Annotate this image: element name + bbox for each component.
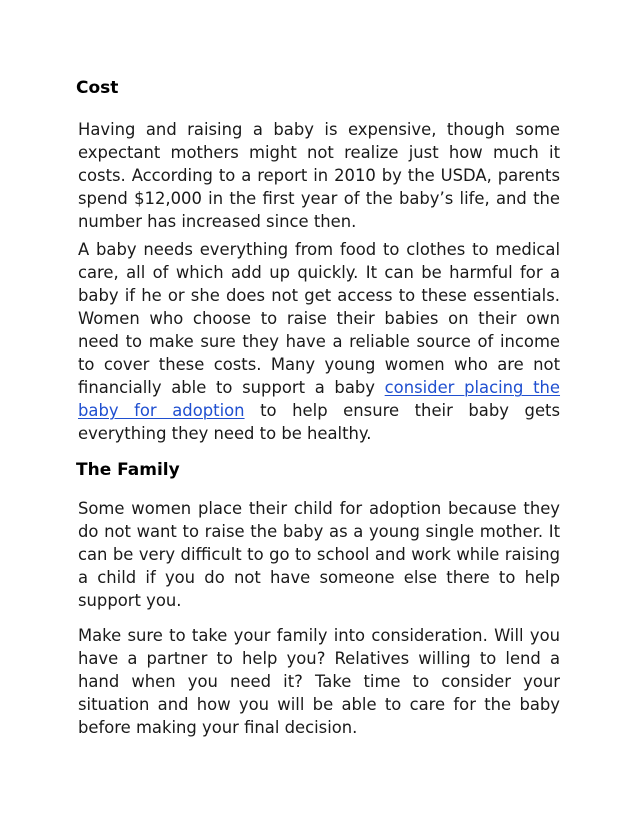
heading-the-family: The Family: [76, 460, 180, 480]
paragraph-family-consideration: Make sure to take your family into consideration. Will you have a partner to help you? Relatives willing to lend a hand when you need it? Take time to consider your situation and how you will be able to care for the baby before making your final decision.: [78, 626, 560, 737]
paragraph-text-before-link: A baby needs everything from food to clothes to medical care, all of which add up quickly. It can be harmful for a baby if he or she does not get access to these essentials. Women who choose to raise their babies on their own need to make sure they have a reliable source of income to cover these costs. Many young women who are not financially able to support a baby: [78, 240, 560, 397]
paragraph-cost-needs: [78, 238, 560, 445]
paragraph-cost-intro: Having and raising a baby is expensive, though some expectant mothers might not realize just how much it costs. According to a report in 2010 by the USDA, parents spend $12,000 in the first year of the baby’s life, and the number has increased since then.: [78, 120, 560, 231]
paragraph-text-after-link: to help ensure their baby gets everything they need to be healthy.: [78, 401, 560, 443]
paragraph-family-single-mother: Some women place their child for adoption because they do not want to raise the baby as a young single mother. It can be very difficult to go to school and work while raising a child if you do not have someone else there to help support you.: [78, 499, 560, 610]
heading-cost: Cost: [76, 78, 119, 98]
adoption-link[interactable]: consider placing the baby for adoption: [78, 378, 561, 420]
